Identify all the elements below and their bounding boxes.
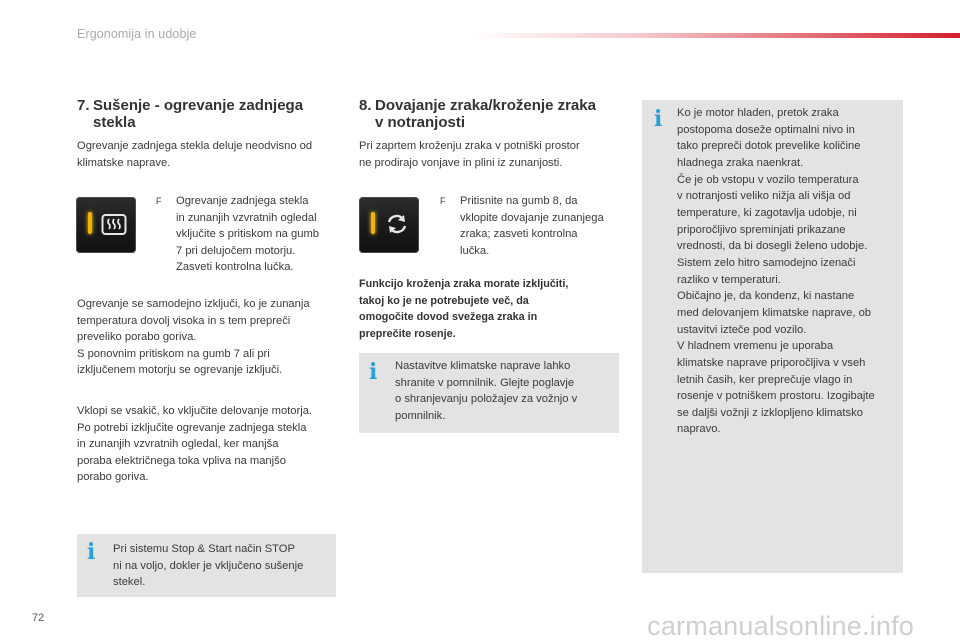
info-line: priporočljivo spreminjati prikazane [677, 223, 846, 236]
paragraph-line: ne prodirajo vonjave in plini iz zunanjosti. [359, 156, 563, 169]
info-line: Običajno je, da kondenz, ki nastane [677, 290, 855, 303]
info-line: ni na voljo, dokler je vključeno sušenje [113, 559, 304, 572]
section-8-intro [359, 138, 619, 171]
info-line: razliko v temperaturi. [677, 273, 781, 286]
info-line: V hladnem vremenu je uporaba [677, 340, 834, 353]
info-line: pomnilnik. [395, 409, 446, 422]
section-8-title [359, 97, 596, 131]
indicator-led [371, 212, 375, 234]
info-line: v notranjosti veliko nižja ali višja od [677, 190, 851, 203]
section-7-number: 7. [77, 97, 90, 114]
section-8-number: 8. [359, 97, 372, 114]
info-line: Ko je motor hladen, pretok zraka [677, 107, 839, 119]
info-box-text [677, 105, 902, 438]
section-7-title [77, 97, 303, 131]
climate-tips-info-box [642, 100, 903, 573]
warning-line: takoj ko je ne potrebujete več, da [359, 294, 529, 307]
paragraph-line: poraba električnega toka vpliva na manjšo [77, 454, 286, 467]
info-line: shranite v pomnilnik. Glejte poglavje [395, 376, 575, 389]
bullet-line: Zasveti kontrolna lučka. [176, 261, 294, 273]
paragraph-line: Po potrebi izključite ogrevanje zadnjega stekla [77, 421, 307, 434]
info-line: temperature, ki zagotavlja udobje, ni [677, 206, 857, 219]
info-line: Nastavitve klimatske naprave lahko [395, 360, 571, 372]
info-line: Pri sistemu Stop & Start način STOP [113, 543, 295, 555]
bullet-text [460, 193, 604, 259]
bullet-line: in zunanjih vzvratnih ogledal [176, 211, 317, 224]
rear-defrost-button-image [76, 197, 136, 253]
watermark: carmanualsonline.info [647, 611, 914, 641]
info-line: napravo. [677, 423, 721, 436]
stop-start-info-box [77, 534, 336, 597]
page-number: 72 [32, 612, 45, 624]
section-8-title-line1: Dovajanje zraka/kroženje zraka [375, 97, 596, 114]
paragraph-line: Pri zaprtem kroženju zraka v potniški prostor [359, 140, 580, 152]
info-line: med delovanjem klimatske naprave, ob [677, 306, 872, 319]
warning-line: preprečite rosenje. [359, 327, 456, 340]
paragraph-line: izključenem motorju se ogrevanje izključi. [77, 364, 283, 376]
bullet-line: zraka; zasveti kontrolna [460, 228, 578, 240]
paragraph-line: preveliko porabo goriva. [77, 331, 197, 343]
air-recirculation-button-image [359, 197, 419, 253]
section-7-engine-paragraph [77, 403, 347, 486]
indicator-led [88, 212, 92, 234]
bullet-line: vključite s pritiskom na gumb [176, 228, 320, 240]
paragraph-line: Vklopi se vsakič, ko vključite delovanje motorja. [77, 405, 313, 417]
bullet-mark: F [440, 196, 446, 206]
info-box-text [395, 358, 617, 424]
info-line: Sistem zelo hitro samodejno izenači [677, 256, 856, 269]
info-line: se daljši vožnji z izklopljeno klimatsko [677, 406, 863, 419]
info-line: ustavitvi izteče pod vozilo. [677, 323, 807, 336]
section-7-auto-off-paragraph [77, 296, 347, 379]
info-line: hladnega zraka naenkrat. [677, 156, 804, 169]
bullet-line: Ogrevanje zadnjega stekla [176, 195, 309, 207]
paragraph-line: porabo goriva. [77, 471, 149, 483]
warning-line: omogočite dovod svežega zraka in [359, 311, 538, 323]
info-line: vrednosti, da bi dosegli želeno udobje. [677, 240, 868, 253]
bullet-line: vklopite dovajanje zunanjega [460, 211, 604, 224]
warning-line: Funkcijo kroženja zraka morate izključiti, [359, 278, 569, 290]
info-line: stekel. [113, 576, 146, 588]
section-8-title-line2: v notranjosti [375, 114, 466, 131]
header-accent-line [470, 33, 960, 38]
paragraph-line: S ponovnim pritiskom na gumb 7 ali pri [77, 347, 270, 360]
info-box-text [113, 541, 333, 591]
section-7-title-line1: Sušenje - ogrevanje zadnjega [93, 97, 304, 114]
info-line: klimatske naprave priporočljiva v vseh [677, 356, 866, 369]
bullet-line: Pritisnite na gumb 8, da [460, 195, 578, 207]
info-line: postopoma doseže optimalni nivo in [677, 123, 855, 136]
bullet-line: lučka. [460, 244, 490, 257]
info-line: tako prepreči dotok prevelike količine [677, 140, 861, 153]
info-line: letnih časih, ker preprečuje vlago in [677, 373, 853, 386]
section-header-title: Ergonomija in udobje [77, 27, 197, 41]
bullet-mark: F [156, 196, 162, 206]
paragraph-line: temperatura dovolj visoka in s tem prepreči [77, 314, 291, 327]
info-line: o shranjevanju položajev za vožnjo v [395, 393, 578, 405]
memory-settings-info-box [359, 353, 619, 433]
section-7-title-line2: stekla [93, 114, 136, 131]
rear-defrost-icon [101, 209, 127, 239]
info-icon: i [369, 359, 378, 385]
section-7-intro: Ogrevanje zadnjega stekla deluje neodvisno od klimatske naprave. [77, 140, 313, 169]
info-line: Če je ob vstopu v vozilo temperatura [677, 173, 859, 186]
recirculation-warning [359, 276, 619, 342]
info-line: rosenje v potniškem prostoru. Izogibajte [677, 390, 875, 403]
bullet-line: 7 pri delujočem motorju. [176, 244, 296, 257]
info-icon: i [87, 539, 96, 565]
paragraph-line: in zunanjih vzvratnih ogledal, ker manjša [77, 438, 279, 450]
air-recirculation-icon [384, 209, 410, 239]
section-8-bullet [440, 193, 625, 263]
bullet-text [176, 193, 319, 276]
paragraph-line: Ogrevanje se samodejno izključi, ko je zunanja [77, 298, 310, 310]
info-icon: i [654, 106, 663, 132]
section-7-bullet [156, 193, 346, 279]
